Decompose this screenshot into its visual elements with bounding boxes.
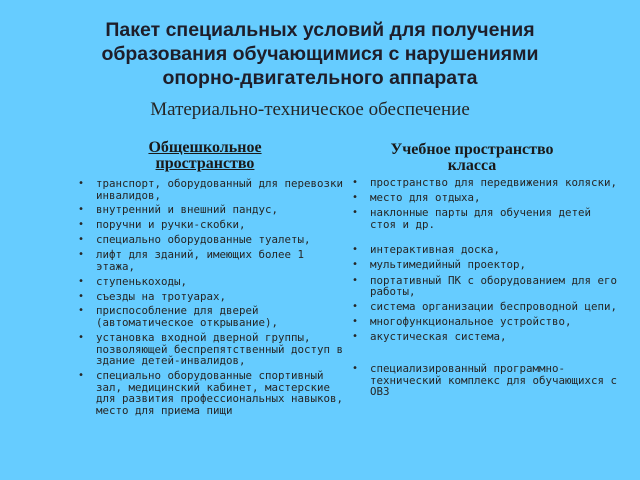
list-item-text: транспорт, оборудованный для перевозки инвалидов,	[96, 177, 344, 202]
list-item	[78, 370, 348, 416]
bullet-icon: •	[352, 301, 359, 313]
list-item-text: специально оборудованные туалеты,	[96, 233, 311, 247]
bullet-icon: •	[78, 204, 85, 216]
slide-subtitle: Материально-техническое обеспечение	[150, 99, 470, 120]
list-item	[352, 192, 617, 204]
right-column-heading-line-1: Учебное пространство	[390, 141, 554, 158]
bullet-icon: •	[78, 219, 85, 231]
slide-title-line-2: образования обучающимися с нарушениями	[101, 43, 539, 65]
bullet-icon: •	[352, 259, 359, 271]
slide-title	[20, 18, 620, 90]
list-item-text: система организации беспроводной цепи,	[370, 300, 618, 314]
right-column-list	[352, 177, 617, 401]
left-column-heading	[100, 140, 310, 172]
list-item	[78, 332, 348, 367]
bullet-icon: •	[78, 249, 85, 261]
list-item	[78, 219, 348, 231]
list-item-text: наклонные парты для обучения детей стоя и др.	[370, 206, 592, 231]
list-item-text: ступенькоходы,	[96, 274, 188, 288]
list-item-text: приспособление для дверей (автоматическое открывание),	[96, 304, 279, 330]
list-item-text: пространство для передвижения коляски,	[370, 176, 618, 189]
bullet-icon: •	[352, 331, 359, 343]
list-item	[352, 244, 617, 256]
list-item	[352, 259, 617, 271]
slide-title-line-3: опорно-двигательного аппарата	[162, 67, 478, 89]
list-item	[78, 234, 348, 246]
list-item-text: лифт для зданий, имеющих более 1 этажа,	[96, 248, 305, 273]
list-item	[78, 305, 348, 328]
right-column-heading	[362, 142, 582, 174]
bullet-icon: •	[352, 207, 359, 219]
bullet-icon: •	[352, 316, 359, 328]
list-item	[352, 207, 617, 230]
list-item	[352, 331, 617, 343]
list-item-text: съезды на тротуарах,	[96, 289, 227, 303]
list-item-text: внутренний и внешний пандус,	[96, 203, 279, 217]
list-item-text: акустическая система,	[370, 330, 507, 344]
bullet-icon: •	[78, 305, 85, 317]
bullet-icon: •	[78, 331, 85, 343]
list-item-text: специализированный программно-технический комплекс для обучающихся с ОВЗ	[370, 362, 618, 399]
list-item	[352, 316, 617, 328]
list-item	[78, 204, 348, 216]
slide-title-line-1: Пакет специальных условий для получения	[105, 19, 535, 41]
left-column-list	[78, 178, 348, 420]
list-item-text: специально оборудованные спортивный зал, медицинский кабинет, мастерские для развития профессиональных навыков, место для приема пищи	[96, 368, 344, 417]
list-item-text: интерактивная доска,	[370, 243, 501, 257]
list-item	[78, 249, 348, 272]
bullet-icon: •	[78, 369, 85, 381]
bullet-icon: •	[352, 177, 359, 188]
list-item-text: место для отдыха,	[370, 191, 481, 205]
left-column-heading-line-1: Общешкольное	[148, 139, 262, 156]
list-item-text: мультимедийный проектор,	[370, 258, 527, 272]
bullet-icon: •	[78, 290, 85, 302]
bullet-icon: •	[352, 192, 359, 204]
list-item-text: установка входной дверной группы, позволяющей беспрепятственный доступ в здание детей-инвалидов,	[96, 330, 344, 368]
list-item	[78, 291, 348, 303]
list-item-text: многофункциональное устройство,	[370, 315, 572, 329]
bullet-icon: •	[352, 363, 359, 375]
bullet-icon: •	[78, 275, 85, 287]
bullet-icon: •	[78, 178, 85, 189]
bullet-icon: •	[352, 274, 359, 286]
list-item-text: портативный ПК с оборудованием для его работы,	[370, 273, 618, 299]
list-item	[78, 178, 348, 201]
list-item	[352, 275, 617, 298]
bullet-icon: •	[78, 234, 85, 246]
right-column-heading-line-2: класса	[447, 157, 497, 174]
list-item-text: поручни и ручки-скобки,	[96, 218, 246, 232]
left-column-heading-line-2: пространство	[155, 155, 255, 172]
bullet-icon: •	[352, 244, 359, 256]
list-item	[78, 276, 348, 288]
list-item	[352, 177, 617, 189]
list-item	[352, 301, 617, 313]
list-item	[352, 363, 617, 398]
